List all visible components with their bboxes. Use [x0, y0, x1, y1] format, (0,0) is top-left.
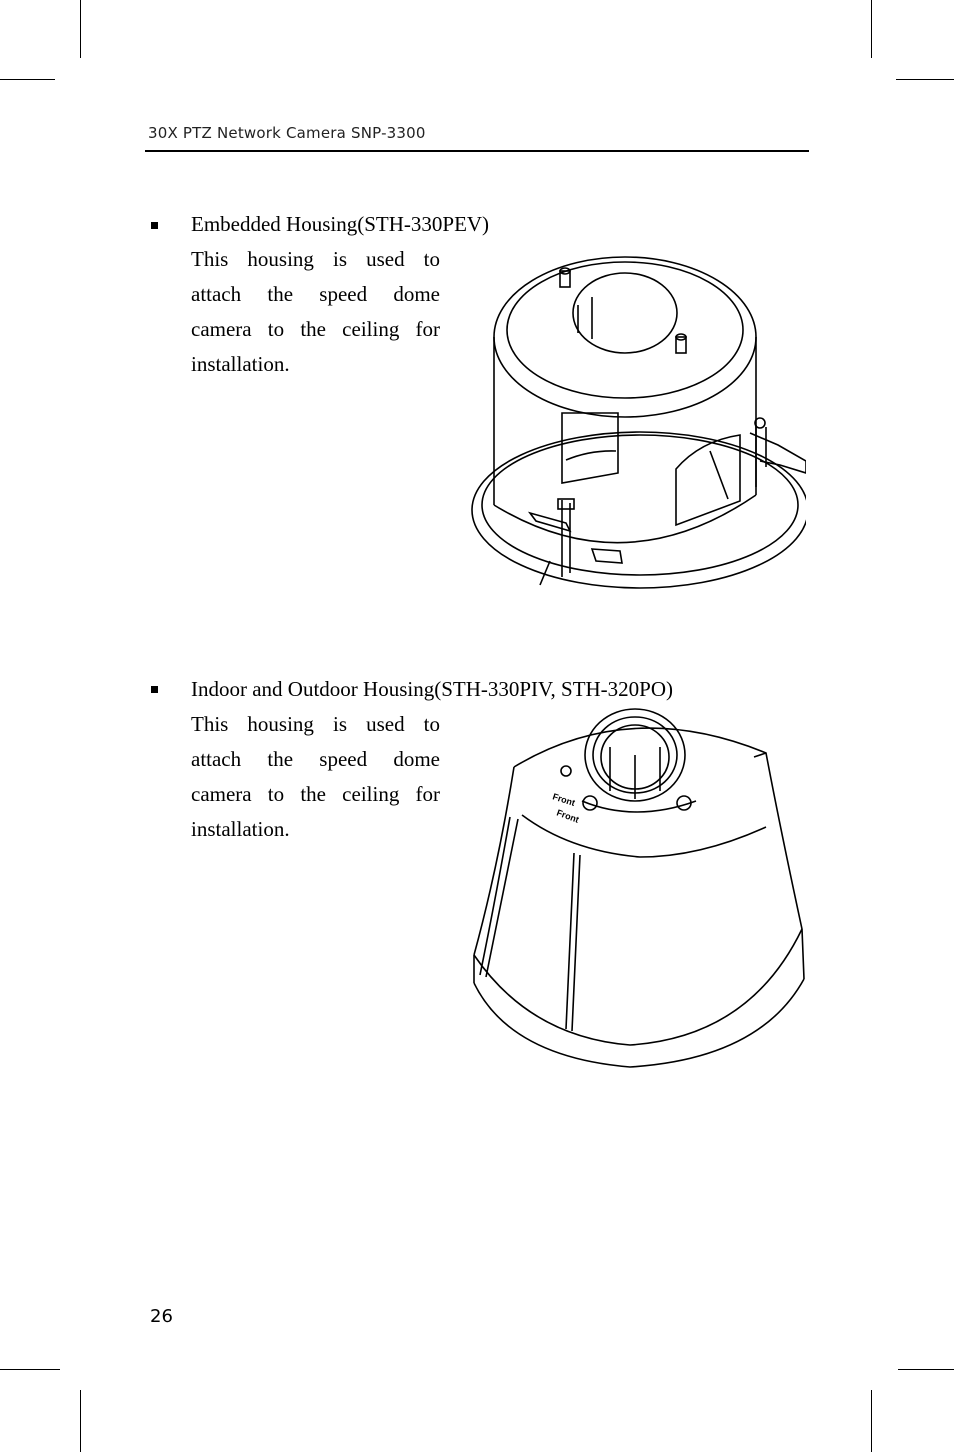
section-description: [191, 707, 440, 847]
description-line: installation.: [191, 817, 290, 841]
section-title-embedded-housing: Embedded Housing(STH-330PEV): [191, 212, 490, 236]
description-line: attach the speed dome: [191, 282, 440, 306]
page-number: 26: [150, 1306, 173, 1327]
description-line: installation.: [191, 352, 290, 376]
indoor-outdoor-housing-illustration: [470, 707, 806, 1071]
embedded-housing-illustration: [470, 255, 806, 591]
crop-mark: [896, 79, 954, 80]
description-line: camera to the ceiling for: [191, 782, 440, 806]
bullet-icon: [151, 222, 158, 229]
crop-mark: [80, 0, 81, 58]
bullet-icon: [151, 686, 158, 693]
crop-mark: [871, 0, 872, 58]
header-rule: [145, 150, 809, 152]
crop-mark: [0, 79, 55, 80]
running-header: 30X PTZ Network Camera SNP-3300: [148, 124, 426, 142]
crop-mark: [0, 1369, 60, 1370]
housing-label-text: Front: [555, 807, 581, 825]
crop-mark: [80, 1390, 81, 1452]
crop-mark: [898, 1369, 954, 1370]
housing-label-text: Front: [551, 791, 577, 809]
description-line: attach the speed dome: [191, 747, 440, 771]
description-line: This housing is used to: [191, 712, 440, 736]
section-title-indoor-outdoor-housing: Indoor and Outdoor Housing(STH-330PIV, STH-320PO): [191, 677, 674, 701]
section-description: [191, 242, 440, 382]
description-line: camera to the ceiling for: [191, 317, 440, 341]
crop-mark: [871, 1390, 872, 1452]
description-line: This housing is used to: [191, 247, 440, 271]
